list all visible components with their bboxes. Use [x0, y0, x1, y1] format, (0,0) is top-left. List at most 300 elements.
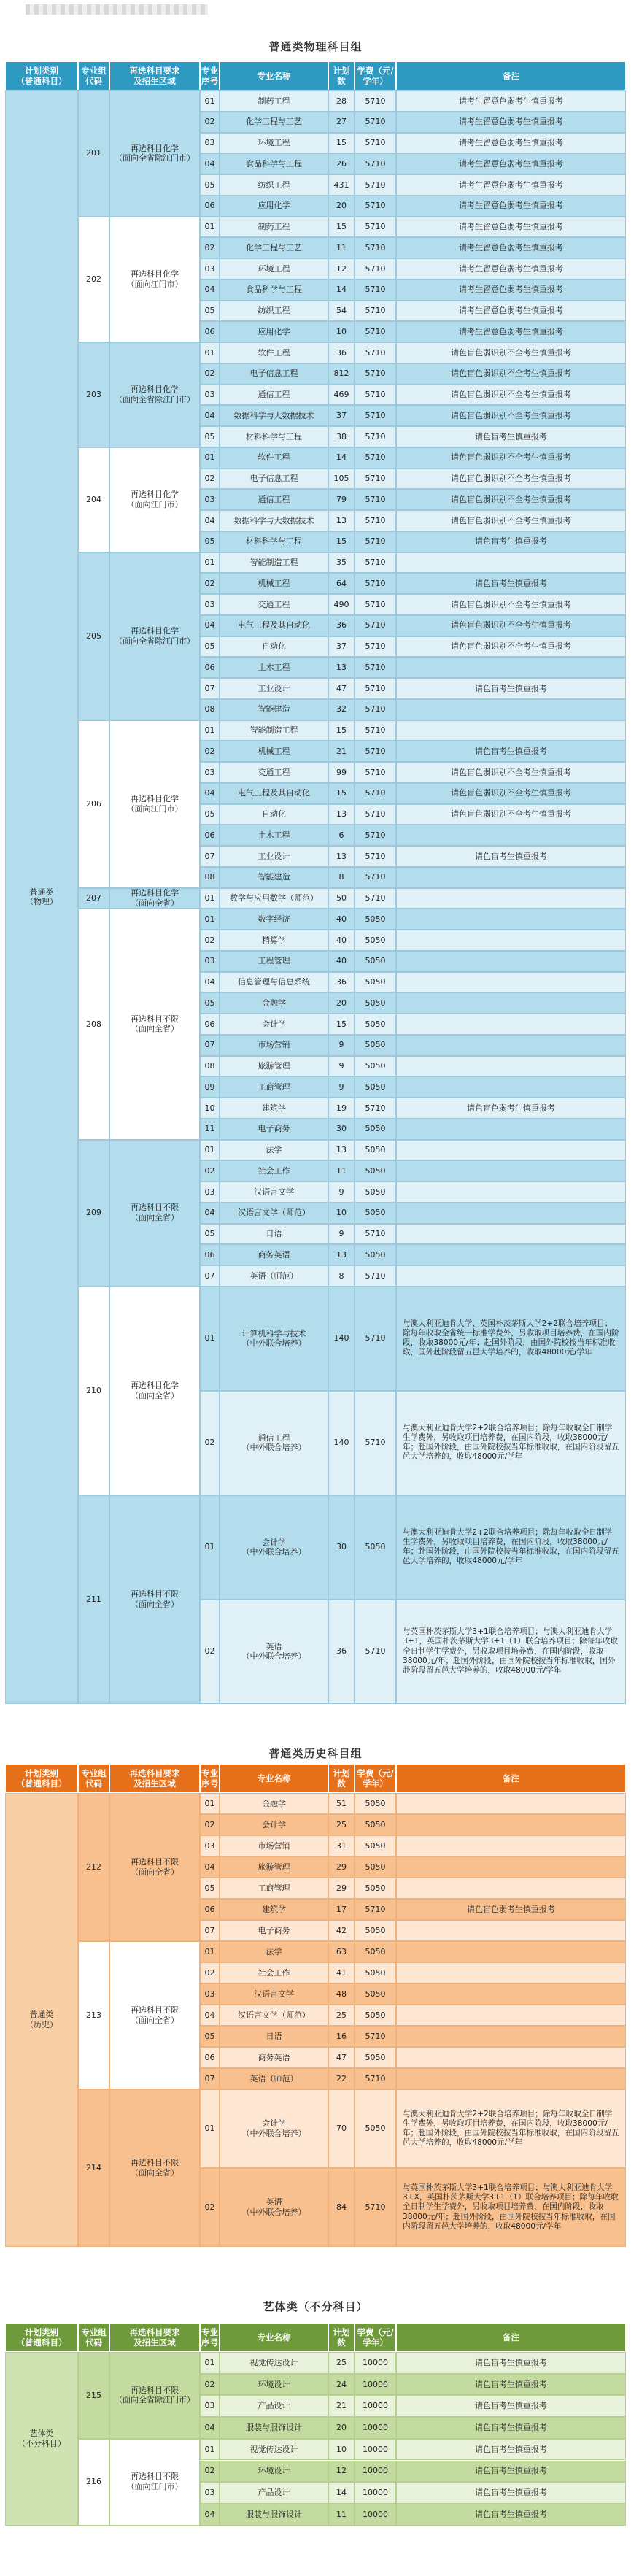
- seq-cell-text: 02: [204, 2379, 215, 2389]
- remark-cell: [396, 825, 626, 846]
- remark-cell: [396, 342, 626, 363]
- remark-cell: [396, 90, 626, 112]
- remark-cell-text: 请考生留意色弱考生慎重报考: [459, 306, 563, 315]
- plan-count-cell-text: 9: [338, 1061, 344, 1071]
- remark-cell-text: 请色盲考生慎重报考: [475, 2401, 547, 2411]
- tuition-cell: [355, 217, 396, 238]
- remark-cell: [396, 1035, 626, 1056]
- major-name-cell: [220, 363, 328, 385]
- major-name-cell-text: 英语 （中外联合培养）: [241, 1641, 306, 1662]
- seq-cell: [200, 741, 220, 762]
- major-name-cell: [220, 133, 328, 154]
- tuition-cell-text: 5710: [365, 872, 386, 882]
- remark-cell: [396, 573, 626, 594]
- tuition-cell: [355, 657, 396, 678]
- seq-cell: [200, 573, 220, 594]
- major-name-cell: [220, 1014, 328, 1035]
- seq-cell: [200, 1265, 220, 1287]
- tuition-cell: [355, 867, 396, 888]
- remark-cell: [396, 2068, 626, 2089]
- tuition-cell-text: 5050: [365, 914, 386, 924]
- group-code-cell: [78, 1941, 109, 2089]
- plan-count-cell-text: 35: [336, 558, 347, 567]
- remark-cell-text: 请色盲色弱考生慎重报考: [467, 1103, 555, 1113]
- tuition-cell: [355, 825, 396, 846]
- tuition-cell-text: 5050: [365, 977, 386, 987]
- seq-cell-text: 02: [204, 2466, 215, 2476]
- tuition-cell: [355, 678, 396, 699]
- plan-count-cell: [328, 1056, 355, 1077]
- seq-cell: [200, 594, 220, 615]
- subject-requirement-cell-text: 再选科目化学 （面向江门市）: [126, 489, 183, 509]
- group-code-cell: [78, 2089, 109, 2247]
- major-name-cell: [220, 321, 328, 342]
- major-name-cell-text: 信息管理与信息系统: [238, 977, 310, 987]
- tuition-cell-text: 5710: [365, 431, 386, 441]
- tuition-cell-text: 5710: [365, 662, 386, 672]
- seq-cell-text: 03: [204, 263, 215, 274]
- plan-count-cell-text: 12: [336, 263, 347, 274]
- major-name-cell: [220, 825, 328, 846]
- remark-cell: [396, 1203, 626, 1224]
- plan-count-cell-text: 19: [336, 1103, 347, 1113]
- seq-cell: [200, 992, 220, 1014]
- major-name-cell: [220, 2089, 328, 2168]
- tuition-cell-text: 5710: [365, 725, 386, 735]
- plan-count-cell-text: 11: [336, 1165, 347, 1176]
- tuition-cell: [355, 321, 396, 342]
- seq-cell: [200, 636, 220, 658]
- major-name-cell-text: 市场营销: [258, 1840, 290, 1851]
- tuition-cell-text: 5710: [365, 620, 386, 630]
- group-code-cell-text: 203: [86, 390, 101, 399]
- plan-count-cell: [328, 1793, 355, 1814]
- plan-count-cell: [328, 405, 355, 426]
- major-name-cell-text: 英语（师范）: [249, 1270, 298, 1281]
- plan-count-cell-text: 431: [333, 180, 349, 190]
- tuition-cell-text: 5050: [365, 2010, 386, 2020]
- tuition-cell: [355, 573, 396, 594]
- seq-cell: [200, 153, 220, 174]
- plan-count-cell: [328, 1181, 355, 1203]
- remark-cell: [396, 2352, 626, 2374]
- header-cell: [78, 2323, 109, 2352]
- plan-count-cell: [328, 2005, 355, 2026]
- remark-cell-text: 请色盲考生慎重报考: [475, 851, 547, 861]
- seq-cell: [200, 2482, 220, 2504]
- tuition-cell: [355, 1391, 396, 1495]
- seq-cell-text: 03: [204, 2488, 215, 2498]
- major-name-cell-text: 汉语言文学（师范）: [238, 1208, 310, 1218]
- major-name-cell: [220, 1962, 328, 1983]
- remark-cell-text: 请色盲色弱识别不全考生慎重报考: [451, 767, 571, 777]
- plan-count-cell: [328, 1983, 355, 2005]
- plan-count-cell: [328, 615, 355, 636]
- header-cell: [396, 2323, 626, 2352]
- header-cell: [109, 61, 200, 90]
- tuition-cell-text: 10000: [363, 2466, 388, 2476]
- tuition-cell: [355, 2374, 396, 2396]
- header-cell-text: 学费（元/ 学年）: [357, 65, 394, 86]
- tuition-cell: [355, 279, 396, 301]
- plan-count-cell-text: 51: [336, 1798, 347, 1808]
- remark-cell-text: 请色盲色弱识别不全考生慎重报考: [451, 410, 571, 420]
- seq-cell: [200, 1856, 220, 1878]
- header-cell-text: 计划类别 （普通科目）: [16, 65, 67, 86]
- major-name-cell-text: 土木工程: [258, 662, 290, 672]
- plan-count-cell: [328, 951, 355, 972]
- remark-cell: [396, 510, 626, 531]
- remark-cell: [396, 1495, 626, 1600]
- major-name-cell: [220, 405, 328, 426]
- plan-count-cell-text: 13: [336, 1145, 347, 1154]
- tuition-cell: [355, 636, 396, 658]
- plan-count-cell-text: 10: [336, 1208, 347, 1218]
- major-name-cell: [220, 720, 328, 741]
- tuition-cell-text: 5710: [365, 138, 386, 147]
- plan-count-cell-text: 70: [336, 2124, 347, 2134]
- seq-cell-text: 08: [204, 704, 215, 714]
- remark-cell: [396, 1814, 626, 1835]
- tuition-cell-text: 5710: [365, 1229, 386, 1238]
- major-name-cell-text: 智能建造: [258, 872, 290, 882]
- remark-cell: [396, 133, 626, 154]
- tuition-cell: [355, 615, 396, 636]
- tuition-cell: [355, 1244, 396, 1265]
- major-name-cell: [220, 951, 328, 972]
- remark-cell: [396, 1793, 626, 1814]
- group-code-cell-text: 210: [86, 1385, 101, 1395]
- plan-count-cell-text: 47: [336, 683, 347, 693]
- tuition-cell: [355, 1287, 396, 1391]
- major-name-cell: [220, 447, 328, 468]
- seq-cell-text: 11: [204, 1124, 215, 1134]
- plan-count-cell: [328, 342, 355, 363]
- tuition-cell-text: 5710: [365, 515, 386, 525]
- major-name-cell: [220, 699, 328, 720]
- plan-count-cell: [328, 2352, 355, 2374]
- seq-cell: [200, 447, 220, 468]
- plan-count-cell-text: 140: [333, 1438, 349, 1448]
- plan-count-cell: [328, 888, 355, 909]
- major-name-cell: [220, 804, 328, 825]
- seq-cell: [200, 867, 220, 888]
- major-name-cell-text: 数据科学与大数据技术: [233, 515, 314, 525]
- plan-count-cell: [328, 552, 355, 574]
- remark-cell: [396, 1119, 626, 1140]
- remark-cell: [396, 1878, 626, 1899]
- header-cell-text: 再选科目要求 及招生区域: [129, 65, 180, 86]
- remark-cell: [396, 2395, 626, 2417]
- major-name-cell: [220, 1203, 328, 1224]
- major-name-cell: [220, 2068, 328, 2089]
- remark-cell: [396, 1140, 626, 1161]
- seq-cell: [200, 2439, 220, 2461]
- subject-requirement-cell: [109, 909, 200, 1139]
- tuition-cell: [355, 951, 396, 972]
- remark-cell: [396, 321, 626, 342]
- seq-cell: [200, 2005, 220, 2026]
- remark-cell-text: 请色盲色弱识别不全考生慎重报考: [451, 494, 571, 504]
- plan-count-cell: [328, 1878, 355, 1899]
- plan-count-cell: [328, 468, 355, 490]
- header-cell: [396, 61, 626, 90]
- remark-cell: [396, 258, 626, 279]
- remark-cell: [396, 762, 626, 783]
- plan-count-cell: [328, 258, 355, 279]
- header-cell: [355, 1764, 396, 1793]
- plan-count-cell-text: 41: [336, 1967, 347, 1978]
- seq-cell: [200, 237, 220, 258]
- tuition-cell: [355, 1076, 396, 1098]
- major-name-cell: [220, 594, 328, 615]
- major-name-cell-text: 制药工程: [258, 96, 290, 106]
- remark-cell: [396, 1076, 626, 1098]
- group-code-cell: [78, 909, 109, 1139]
- tuition-cell: [355, 112, 396, 133]
- plan-count-cell: [328, 657, 355, 678]
- tuition-cell-text: 10000: [363, 2444, 388, 2454]
- major-name-cell-text: 视觉传达设计: [249, 2444, 298, 2454]
- major-name-cell-text: 交通工程: [258, 599, 290, 609]
- major-name-cell: [220, 2168, 328, 2247]
- header-cell: [220, 61, 328, 90]
- remark-cell-text: 请色盲色弱识别不全考生慎重报考: [451, 620, 571, 630]
- seq-cell-text: 05: [204, 536, 215, 547]
- tuition-cell-text: 5050: [365, 956, 386, 966]
- tuition-cell-text: 5710: [365, 2073, 386, 2083]
- header-cell-text: 专业组 代码: [81, 1767, 107, 1789]
- seq-cell: [200, 1014, 220, 1035]
- plan-count-cell-text: 25: [336, 2010, 347, 2020]
- major-name-cell-text: 会计学: [262, 1819, 286, 1829]
- seq-cell-text: 06: [204, 1019, 215, 1029]
- plan-count-cell-text: 12: [336, 2466, 347, 2476]
- plan-count-cell: [328, 510, 355, 531]
- plan-count-cell-text: 54: [336, 306, 347, 315]
- seq-cell: [200, 1181, 220, 1203]
- plan-count-cell-text: 32: [336, 704, 347, 714]
- major-name-cell-text: 服装与服饰设计: [246, 2509, 302, 2519]
- plan-count-cell-text: 10: [336, 2444, 347, 2454]
- tuition-cell-text: 5050: [365, 1145, 386, 1154]
- seq-cell-text: 02: [204, 1438, 215, 1448]
- seq-cell: [200, 196, 220, 217]
- header-cell: [5, 2323, 78, 2352]
- plan-count-cell-text: 15: [336, 725, 347, 735]
- tuition-cell-text: 5050: [365, 1862, 386, 1872]
- major-name-cell-text: 日语: [266, 1229, 282, 1238]
- tuition-cell: [355, 1835, 396, 1856]
- plan-count-cell-text: 27: [336, 117, 347, 127]
- tuition-cell: [355, 1181, 396, 1203]
- tuition-cell-text: 5050: [365, 2052, 386, 2062]
- plan-count-cell-text: 37: [336, 410, 347, 420]
- remark-cell: [396, 867, 626, 888]
- tuition-cell-text: 5050: [365, 1019, 386, 1029]
- subject-requirement-cell-text: 再选科目不限 （面向全省除江门市）: [115, 2385, 195, 2405]
- seq-cell-text: 04: [204, 2010, 215, 2020]
- major-name-cell-text: 环境工程: [258, 138, 290, 147]
- plan-count-cell-text: 22: [336, 2073, 347, 2083]
- remark-cell: [396, 1391, 626, 1495]
- seq-cell-text: 02: [204, 1819, 215, 1829]
- seq-cell-text: 06: [204, 830, 215, 840]
- tuition-cell: [355, 804, 396, 825]
- remark-cell: [396, 720, 626, 741]
- plan-count-cell-text: 79: [336, 494, 347, 504]
- remark-cell-text: 与澳大利亚迪肯大学2+2联合培养项目；除每年收取全日制学生学费外，另收取项目培养费，在国内阶段，收取38000元/年；赴国外阶段，由国外院校按当年标准收取，在国内阶段留五邑大学培养的，收取48000元/学年: [403, 2109, 619, 2148]
- seq-cell: [200, 930, 220, 951]
- major-name-cell-text: 环境设计: [258, 2466, 290, 2476]
- remark-cell-text: 请色盲考生慎重报考: [475, 746, 547, 756]
- remark-cell-text: 请色盲考生慎重报考: [475, 2488, 547, 2498]
- remark-cell: [396, 804, 626, 825]
- header-cell-text: 专业 序号: [201, 2326, 218, 2348]
- tuition-cell-text: 5050: [365, 1967, 386, 1978]
- tuition-cell: [355, 741, 396, 762]
- plan-count-cell-text: 13: [336, 851, 347, 861]
- major-name-cell: [220, 615, 328, 636]
- remark-cell: [396, 385, 626, 406]
- plan-count-cell: [328, 1224, 355, 1245]
- seq-cell-text: 04: [204, 2509, 215, 2519]
- major-name-cell-text: 电子商务: [258, 1124, 290, 1134]
- plan-count-cell-text: 31: [336, 1840, 347, 1851]
- seq-cell: [200, 258, 220, 279]
- seq-cell: [200, 342, 220, 363]
- subject-requirement-cell-text: 再选科目不限 （面向全省）: [131, 1856, 179, 1877]
- major-name-cell: [220, 1983, 328, 2005]
- major-name-cell-text: 汉语言文学: [254, 1989, 294, 1999]
- tuition-cell: [355, 2482, 396, 2504]
- plan-count-cell: [328, 804, 355, 825]
- seq-cell-text: 06: [204, 662, 215, 672]
- remark-cell: [396, 447, 626, 468]
- tuition-cell: [355, 2395, 396, 2417]
- major-name-cell: [220, 762, 328, 783]
- seq-cell-text: 03: [204, 599, 215, 609]
- tuition-cell-text: 5710: [365, 830, 386, 840]
- plan-count-cell: [328, 90, 355, 112]
- plan-count-cell-text: 11: [336, 2509, 347, 2519]
- tuition-cell: [355, 1983, 396, 2005]
- major-name-cell-text: 服装与服饰设计: [246, 2423, 302, 2433]
- tuition-cell-text: 10000: [363, 2423, 388, 2433]
- tuition-cell: [355, 153, 396, 174]
- plan-count-cell: [328, 741, 355, 762]
- major-name-cell: [220, 1856, 328, 1878]
- plan-count-cell-text: 17: [336, 1904, 347, 1914]
- plan-count-cell: [328, 1076, 355, 1098]
- remark-cell: [396, 909, 626, 930]
- plan-count-cell-text: 40: [336, 956, 347, 966]
- seq-cell: [200, 2461, 220, 2483]
- tuition-cell: [355, 1962, 396, 1983]
- remark-cell-text: 与澳大利亚迪肯大学2+2联合培养项目；除每年收取全日制学生学费外，另收取项目培养费，在国内阶段，收取38000元/年；赴国外阶段，由国外院校按当年标准收取，在国内阶段留五邑大学培养的，收取48000元/学年: [403, 1423, 619, 1462]
- tuition-cell: [355, 133, 396, 154]
- seq-cell: [200, 1244, 220, 1265]
- plan-count-cell-text: 15: [336, 222, 347, 231]
- remark-cell: [396, 1098, 626, 1119]
- remark-cell-text: 请色盲色弱识别不全考生慎重报考: [451, 452, 571, 463]
- plan-count-cell-text: 24: [336, 2379, 347, 2389]
- tuition-cell: [355, 888, 396, 909]
- plan-category-cell: [5, 90, 78, 1704]
- major-name-cell: [220, 1941, 328, 1962]
- tuition-cell-text: 5710: [365, 158, 386, 169]
- remark-cell: [396, 1835, 626, 1856]
- seq-cell-text: 02: [204, 117, 215, 127]
- tuition-cell-text: 5710: [365, 788, 386, 798]
- remark-cell: [396, 1265, 626, 1287]
- remark-cell: [396, 972, 626, 993]
- seq-cell-text: 01: [204, 222, 215, 231]
- remark-cell: [396, 196, 626, 217]
- subject-requirement-cell: [109, 720, 200, 888]
- plan-count-cell: [328, 363, 355, 385]
- seq-cell: [200, 699, 220, 720]
- major-name-cell-text: 英语（师范）: [249, 2073, 298, 2083]
- tuition-cell-text: 5710: [365, 558, 386, 567]
- seq-cell-text: 04: [204, 2423, 215, 2433]
- major-name-cell: [220, 909, 328, 930]
- plan-count-cell-text: 15: [336, 788, 347, 798]
- subject-requirement-cell: [109, 217, 200, 343]
- plan-count-cell: [328, 573, 355, 594]
- group-code-cell-text: 205: [86, 630, 101, 641]
- plan-count-cell: [328, 846, 355, 867]
- remark-cell-text: 请色盲考生慎重报考: [475, 536, 547, 547]
- subject-requirement-cell: [109, 2439, 200, 2526]
- seq-cell: [200, 678, 220, 699]
- plan-count-cell-text: 26: [336, 158, 347, 169]
- seq-cell: [200, 657, 220, 678]
- major-name-cell: [220, 573, 328, 594]
- tuition-cell: [355, 1600, 396, 1704]
- tuition-cell-text: 5050: [365, 1165, 386, 1176]
- major-name-cell-text: 工商管理: [258, 1081, 290, 1092]
- tuition-cell-text: 5710: [365, 683, 386, 693]
- seq-cell: [200, 1160, 220, 1181]
- plan-count-cell-text: 14: [336, 452, 347, 463]
- plan-count-cell-text: 20: [336, 998, 347, 1008]
- group-code-cell-text: 211: [86, 1594, 101, 1604]
- remark-cell-text: 请色盲色弱识别不全考生慎重报考: [451, 641, 571, 651]
- tuition-cell-text: 5050: [365, 998, 386, 1008]
- major-name-cell-text: 材料科学与工程: [246, 536, 302, 547]
- subject-requirement-cell-text: 再选科目不限 （面向全省）: [131, 1589, 179, 1609]
- seq-cell-text: 03: [204, 494, 215, 504]
- group-code-cell: [78, 447, 109, 552]
- tuition-cell-text: 5710: [365, 704, 386, 714]
- group-code-cell: [78, 1495, 109, 1704]
- seq-cell: [200, 1119, 220, 1140]
- seq-cell-text: 10: [204, 1103, 215, 1113]
- plan-count-cell-text: 20: [336, 2423, 347, 2433]
- plan-count-cell-text: 29: [336, 1862, 347, 1872]
- plan-count-cell: [328, 720, 355, 741]
- major-name-cell-text: 计算机科学与技术 （中外联合培养）: [241, 1328, 306, 1349]
- seq-cell: [200, 1056, 220, 1077]
- major-name-cell: [220, 90, 328, 112]
- remark-cell-text: 请色盲考生慎重报考: [475, 2357, 547, 2367]
- remark-cell: [396, 2047, 626, 2068]
- plan-count-cell-text: 63: [336, 1946, 347, 1956]
- plan-count-cell: [328, 2395, 355, 2417]
- major-name-cell: [220, 174, 328, 196]
- header-cell: [109, 2323, 200, 2352]
